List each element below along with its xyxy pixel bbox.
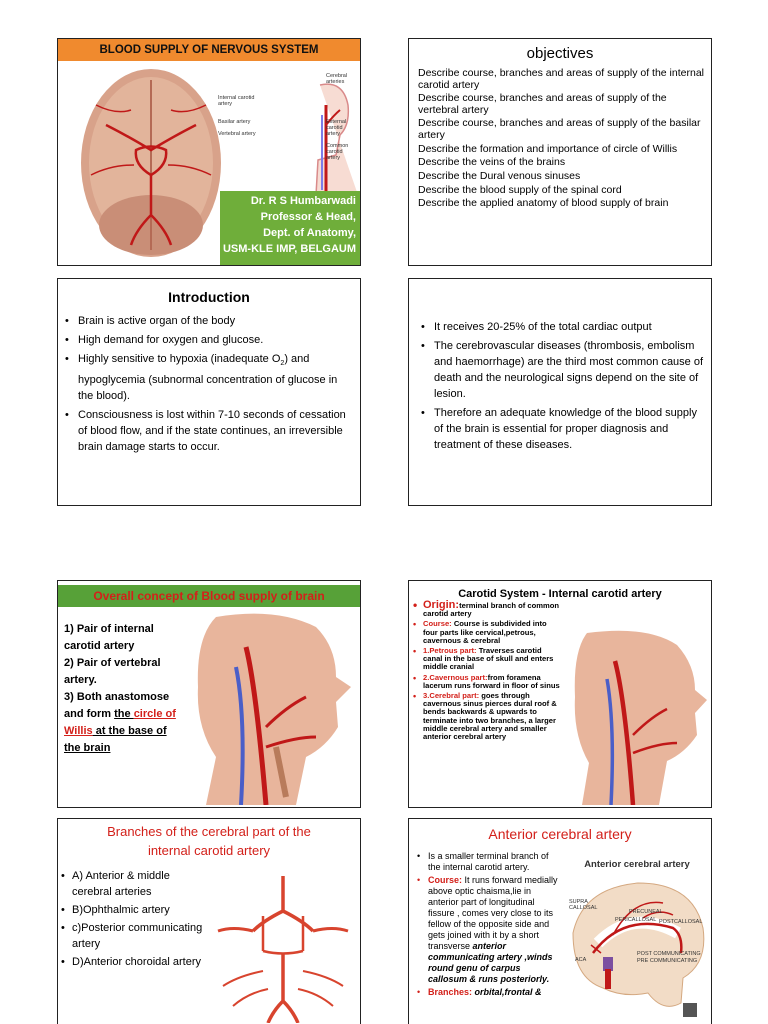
label: Origin: <box>423 599 460 611</box>
bullet-item <box>78 351 354 404</box>
text-span: orbital,frontal & <box>472 987 542 997</box>
bullet-item: • B)Ophthalmic artery <box>72 902 212 918</box>
label-vertebral: Vertebral artery <box>218 131 256 137</box>
concept-point <box>64 689 184 757</box>
label-aca: ACA <box>575 957 587 963</box>
label: Branches: <box>428 987 473 997</box>
label: 2.Cavernous part: <box>423 672 488 682</box>
text-span: terminal branch of common carotid artery <box>423 601 560 619</box>
slide-heading: objectives <box>526 45 594 62</box>
objective-item: Describe the applied anatomy of blood supply of brain <box>418 197 669 210</box>
author-box <box>220 191 360 265</box>
aca-diagram <box>563 853 711 1024</box>
subscript: 2 <box>280 360 285 368</box>
slide-objectives <box>408 38 712 266</box>
objective-item: Describe the formation and importance of circle of Willis <box>418 142 678 155</box>
bullet-item: • It receives 20-25% of the total cardiac output <box>434 319 705 335</box>
slide-title <box>57 38 361 266</box>
label-postcallosal: POSTCALLOSAL <box>659 919 703 925</box>
bullet-item <box>411 692 563 741</box>
slide-heading: Carotid System - Internal carotid artery <box>458 588 662 600</box>
concept-point: 2) Pair of vertebral artery. <box>64 657 161 686</box>
objective-item: Describe the blood supply of the spinal cord <box>418 183 622 196</box>
text-span: at the base of the brain <box>64 725 167 754</box>
circle-of-willis-link: circle of Willis <box>64 708 176 737</box>
bullet-item <box>411 647 563 672</box>
label-external-carotid: External carotid artery <box>326 119 347 137</box>
label-precuneal: PRECUNEAL <box>629 909 663 915</box>
label: Course: <box>423 619 452 629</box>
text-span: from foramena lacerum runs forward in floor of sinus <box>423 672 560 690</box>
author-line: USM-KLE IMP, BELGAUM <box>222 243 356 255</box>
carotid-text <box>411 601 563 743</box>
author-line: Dr. R S Humbarwadi <box>250 195 356 207</box>
text-span: It runs forward medially above optic chaisma,lie in anterior part of longitudinal fissure , comes very close to its fellow of the opposite side and gets joined with it by a short transverse <box>428 875 558 951</box>
cerebral-branches-diagram <box>208 871 358 1023</box>
author-line: Dept. of Anatomy, <box>263 227 356 239</box>
label-basilar: Basilar artery <box>218 119 251 125</box>
objective-item: Describe the veins of the brains <box>418 156 566 169</box>
author-line: Professor & Head, <box>260 211 356 223</box>
slide-heading: Introduction <box>168 289 250 305</box>
aca-text <box>413 851 561 1000</box>
concept-point: 1) Pair of internal carotid artery <box>64 623 154 652</box>
bullet-item: • Brain is active organ of the body <box>78 313 354 329</box>
bullet-list <box>58 313 360 455</box>
concept-text <box>64 621 184 757</box>
label-internal-carotid: Internal carotid artery <box>218 95 255 107</box>
slide-title-banner: Overall concept of Blood supply of brain <box>58 585 360 607</box>
objectives-list <box>409 62 711 210</box>
objective-item: Describe course, branches and areas of supply of the basilar artery <box>418 117 701 141</box>
neck-arteries-illustration <box>186 607 358 805</box>
slide-cerebral-branches <box>57 818 361 1024</box>
bullet-item: • c)Posterior communicating artery <box>72 920 212 952</box>
label-pericallosal: PERICALLOSAL <box>615 917 657 923</box>
slide-cardiac-output <box>408 278 712 506</box>
bullet-item <box>413 875 561 985</box>
objective-item: Describe the Dural venous sinuses <box>418 169 581 182</box>
text-span: 3) Both anastomose and form <box>64 691 170 720</box>
objective-item: Describe course, branches and areas of supply of the vertebral artery <box>418 92 667 116</box>
bullet-list <box>409 319 711 453</box>
label: 3.Cerebral part: <box>423 691 480 701</box>
label-cerebral-arteries: Cerebral arteries <box>326 73 348 85</box>
label: 1.Petrous part: <box>423 646 477 656</box>
diagram-title: Anterior cerebral artery <box>584 859 690 870</box>
bullet-item: • Therefore an adequate knowledge of the blood supply of the brain is essential for proper diagnosis and treatment of these diseases. <box>434 405 705 453</box>
slide-carotid-system <box>408 580 712 808</box>
neck-arteries-illustration <box>567 625 711 805</box>
bullet-item: • High demand for oxygen and glucose. <box>78 332 354 348</box>
slide-introduction <box>57 278 361 506</box>
label-common-carotid: Common carotid artery <box>326 143 349 161</box>
bullet-item: • Is a smaller terminal branch of the internal carotid artery. <box>413 851 561 873</box>
slide-heading: Anterior cerebral artery <box>488 826 632 842</box>
objective-item: Describe course, branches and areas of supply of the internal carotid artery <box>418 67 704 91</box>
heading-line: Branches of the cerebral part of the <box>107 824 311 839</box>
text-span: Highly sensitive to hypoxia (inadequate O <box>78 353 281 365</box>
label-pre-communicating: PRE COMMUNICATING <box>637 958 698 964</box>
bullet-item <box>411 601 563 618</box>
slide-title-banner: BLOOD SUPPLY OF NERVOUS SYSTEM <box>58 39 360 61</box>
text-span: ) and hypoglycemia (subnormal concentration of glucose in the blood). <box>78 353 338 403</box>
bullet-list <box>58 868 218 970</box>
text-span: Course is subdivided into four parts like cervical,petrous, cavernous & cerebral <box>423 619 547 645</box>
bullet-item <box>413 987 561 998</box>
text-span: goes through cavernous sinus pierces dural roof & bends backwards & upwards to terminate into two branches, a larger middle cerebral artery and smaller anterior cerebral artery <box>423 691 557 742</box>
slide-anterior-cerebral <box>408 818 712 1024</box>
bullet-item: • A) Anterior & middle cerebral arteries <box>72 868 212 900</box>
aca-brain-drawing <box>563 873 711 1024</box>
label-post-communicating: POST COMMUNICATING <box>637 951 701 957</box>
heading-line: internal carotid artery <box>147 843 271 858</box>
brain-base-illustration <box>76 65 226 261</box>
bullet-item <box>411 620 563 645</box>
slide-overall-concept <box>57 580 361 808</box>
bullet-item: • Consciousness is lost within 7-10 seconds of cessation of blood flow, and if the state continues, an irreversible brain damage starts to occur. <box>78 407 354 455</box>
slide-heading <box>58 822 360 860</box>
bullet-item <box>411 674 563 690</box>
bullet-item: • D)Anterior choroidal artery <box>72 954 212 970</box>
text-span: anterior communicating artery ,winds round genu of carpus callosum & runs posteriorly. <box>428 941 553 984</box>
bullet-item: • The cerebrovascular diseases (thrombosis, embolism and haemorrhage) are the third most common cause of death and the neurological signs depend on the site of lesion. <box>434 338 705 402</box>
text-span: the <box>114 708 134 720</box>
label: Course: <box>428 875 463 885</box>
text-span: Traverses carotid canal in the base of skull and enters middle cranial <box>423 646 554 672</box>
label-supracallosal: SUPRA CALLOSAL <box>569 899 598 911</box>
